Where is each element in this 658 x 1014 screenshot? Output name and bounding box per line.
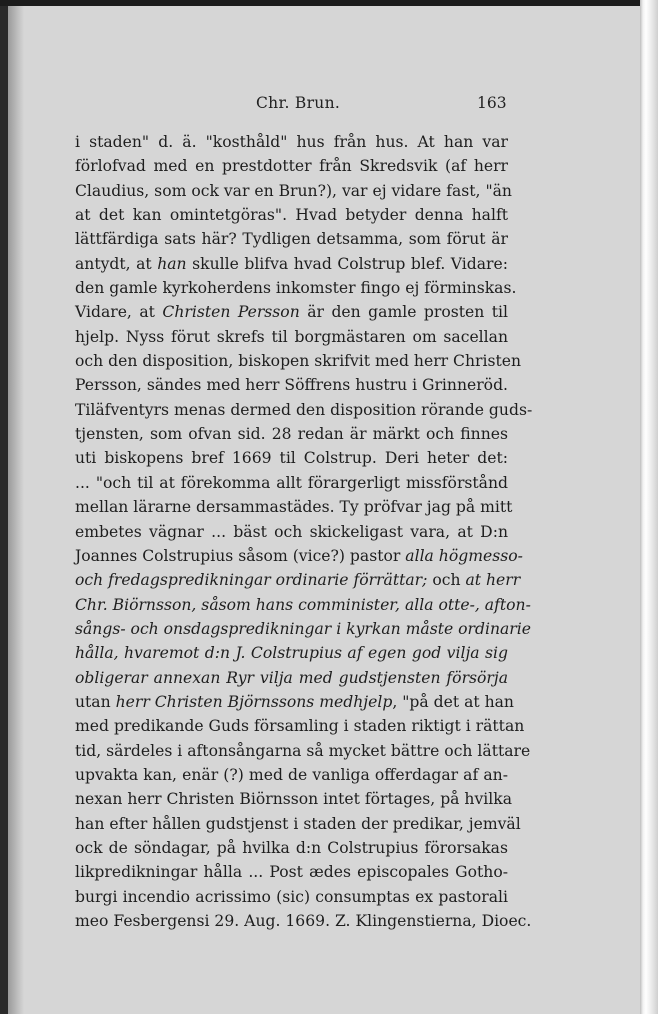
text-line [75,179,512,203]
text-line [75,325,508,349]
text-line [75,593,531,617]
text-line [75,520,508,544]
italic-text: Christen Persson [162,303,300,322]
text-segment: meo Fesbergensi 29. Aug. 1669. Z. Klingenstierna, Dioec. [75,912,532,930]
text-segment: skulle blifva hvad Colstrup blef. Vidare: [186,254,508,273]
text-segment: ... "och til at förekomma allt förargerligt missförstånd [75,473,508,492]
text-line [75,714,525,738]
text-segment: burgi incendio acrissimo (sic) consumptas ex pastorali [75,887,508,906]
text-line [75,885,508,909]
text-segment: hjelp. Nyss förut skrefs til borgmästaren om sacellan [75,327,508,346]
text-segment: tid, särdeles i aftonsångarna så mycket bättre och lättare [75,741,531,760]
text-segment: mellan lärarne dersammastädes. Ty pröfvar jag på mitt [75,498,513,517]
body-text [75,130,533,933]
text-segment: förlofvad med en prestdotter från Skredsvik (af herr [75,157,508,176]
running-head: Chr. Brun. [256,94,341,112]
text-segment: och den disposition, biskopen skrifvit med herr Christen [75,352,522,371]
text-line [75,690,514,714]
text-line [75,471,508,495]
text-line [75,422,508,446]
italic-text: alla högmesso- [405,546,523,565]
italic-text: han [157,254,187,273]
text-segment: likpredikningar hålla ... Post ædes episcopales Gotho- [75,863,508,882]
italic-text: at herr [465,571,521,590]
italic-text: och fredagspredikningar ordinarie förrättar; [75,571,428,590]
text-segment: med predikande Guds församling i staden riktigt i rättan [75,717,525,736]
text-line [75,130,508,154]
text-segment: Vidare, at [75,303,163,322]
italic-text: Chr. Biörnsson, såsom hans comminister, alla otte-, afton- [75,595,531,614]
text-segment: Claudius, som ock var en Brun?), var ej vidare fast, "än [75,181,512,200]
text-line [75,203,508,227]
text-segment: nexan herr Christen Biörnsson intet förtages, på hvilka [75,790,512,809]
text-segment: upvakta kan, enär (?) med de vanliga offerdagar af an- [75,765,508,784]
page-number: 163 [477,94,507,112]
text-line [75,398,533,422]
text-segment: Persson, sändes med herr Söffrens hustru i Grinneröd. [75,376,509,395]
text-line [75,739,531,763]
text-segment: uti biskopens bref 1669 til Colstrup. Deri heter det: [75,449,508,468]
text-line [75,787,512,811]
text-segment: Tiläfventyrs menas dermed den disposition rörande guds- [75,400,533,419]
italic-text: obligerar annexan Ryr vilja med gudstjensten försörja [75,668,508,687]
text-segment: , "på det at han [392,692,514,711]
text-line [75,349,522,373]
book-page [8,6,640,1014]
text-segment: antydt, at [75,254,158,273]
text-line [75,666,508,690]
scan-right-edge [640,0,658,1014]
text-line [75,763,508,787]
italic-text: sångs- och onsdagspredikningar i kyrkan måste ordinarie [75,619,531,638]
text-line [75,860,508,884]
text-segment: den gamle kyrkoherdens inkomster fingo ej förminskas. [75,279,517,298]
text-line [75,568,521,592]
text-segment: utan [75,692,116,711]
text-segment: Joannes Colstrupius såsom (vice?) pastor [75,546,406,565]
text-line [75,909,532,933]
text-segment: är den gamle prosten til [299,303,508,322]
text-line [75,276,517,300]
text-segment: tjensten, som ofvan sid. 28 redan är märkt och finnes [75,425,508,444]
text-line [75,495,513,519]
text-segment: ock de söndagar, på hvilka d:n Colstrupius förorsakas [75,838,508,857]
text-segment: at det kan omintetgöras". Hvad betyder denna halft [75,206,508,225]
text-line [75,300,508,324]
text-line [75,446,508,470]
text-segment: embetes vägnar ... bäst och skickeligast vara, at D:n [75,522,508,541]
text-segment: lättfärdiga sats här? Tydligen detsamma, som förut är [75,230,508,249]
page-gutter-shadow [8,6,24,1014]
text-segment: i staden" d. ä. "kosthåld" hus från hus. At han var [75,133,508,151]
text-segment: han efter hållen gudstjenst i staden der predikar, jemväl [75,814,521,833]
page-header [8,94,640,118]
text-line [75,812,521,836]
text-line [75,154,508,178]
text-line [75,373,508,397]
text-line [75,227,508,251]
text-segment: och [427,571,466,590]
italic-text: hålla, hvaremot d:n J. Colstrupius af egen god vilja sig [75,644,508,663]
text-line [75,252,508,276]
text-line [75,836,508,860]
text-line [75,544,523,568]
italic-text: herr Christen Björnssons medhjelp [115,692,393,711]
text-line [75,617,531,641]
text-line [75,641,508,665]
